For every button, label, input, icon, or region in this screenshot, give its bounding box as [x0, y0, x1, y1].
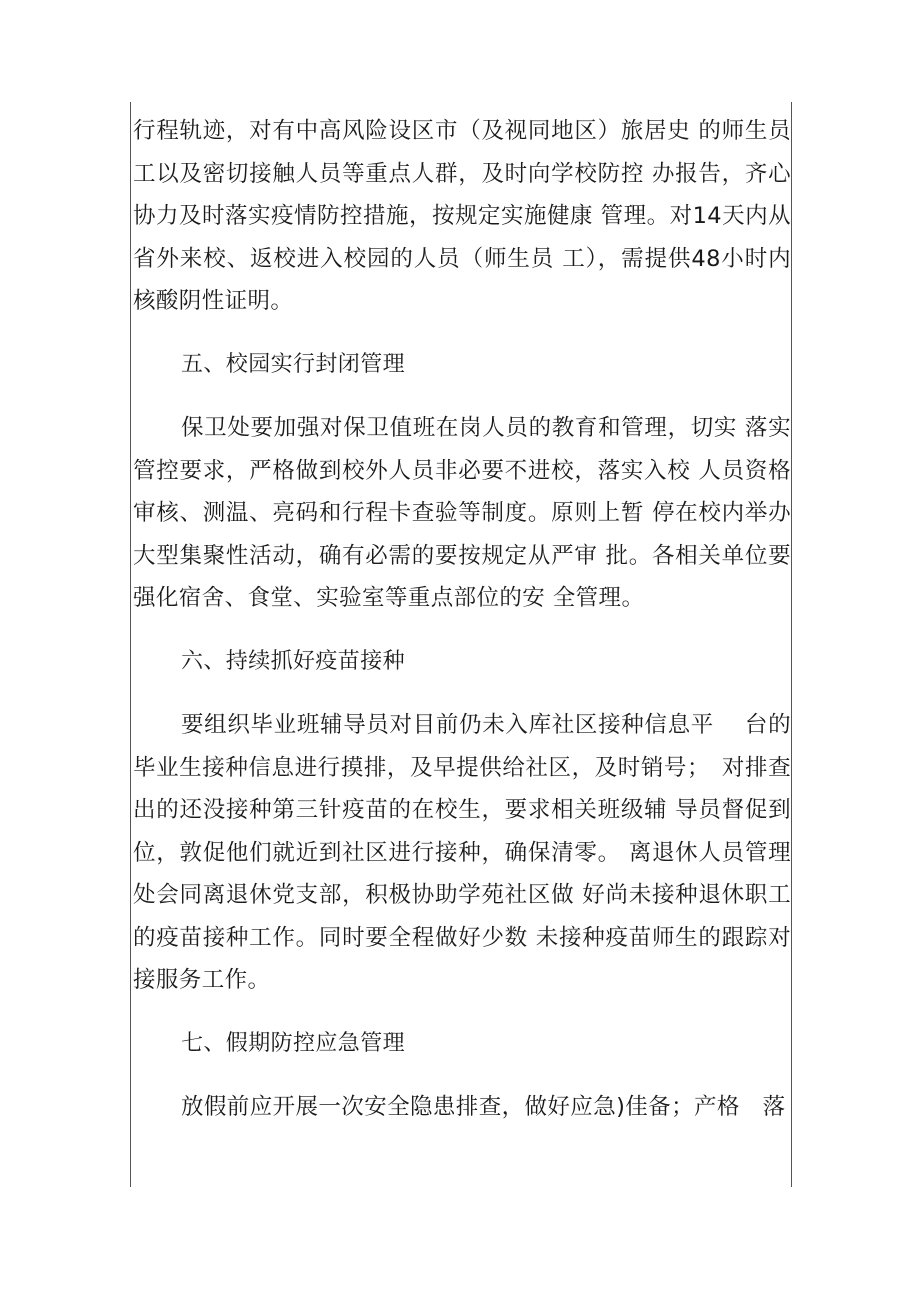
document-body [133, 110, 791, 1129]
paragraph-campus-closed-management: 保卫处要加强对保卫值班在岗人员的教育和管理，切实 落实管控要求，严格做到校外人员非必要不进校，落实入校 人员资格审核、测温、亮码和行程卡查验等制度。原则上暂 停在校内举办大型集聚性活动，确有必需的要按规定从严审 批。各相关单位要强化宿舍、食堂、实验室等重点部位的安 全管理。 [133, 415, 791, 611]
right-margin-rule [791, 102, 792, 1187]
paragraph-vaccination: 要组织毕业班辅导员对目前仍未入库社区接种信息平 台的毕业生接种信息进行摸排，及早提供给社区，及时销号； 对排查出的还没接种第三针疫苗的在校生，要求相关班级辅 导员督促到位，敦促他们就近到社区进行接种，确保清零。 离退休人员管理处会同离退休党支部，积极协助学苑社区做 好尚未接种退休职工的疫苗接种工作。同时要全程做好少数 未接种疫苗师生的跟踪对接服务工作。 [133, 712, 791, 993]
heading-section-6: 六、持续抓好疫苗接种 [181, 648, 406, 674]
heading-section-7: 七、假期防控应急管理 [181, 1030, 406, 1056]
left-margin-rule [130, 102, 131, 1187]
paragraph-travel-history: 行程轨迹，对有中高风险设区市（及视同地区）旅居史 的师生员工以及密切接触人员等重点人群，及时向学校防控 办报告，齐心协力及时落实疫情防控措施，按规定实施健康 管理。对14天内从省外来校、返校进入校园的人员（师生员 工），需提供48小时内核酸阴性证明。 [133, 118, 791, 314]
paragraph-holiday-emergency: 放假前应开展一次安全隐患排查，做好应急)佳备；产格 落 [181, 1094, 786, 1120]
heading-section-5: 五、校园实行封闭管理 [181, 351, 406, 377]
